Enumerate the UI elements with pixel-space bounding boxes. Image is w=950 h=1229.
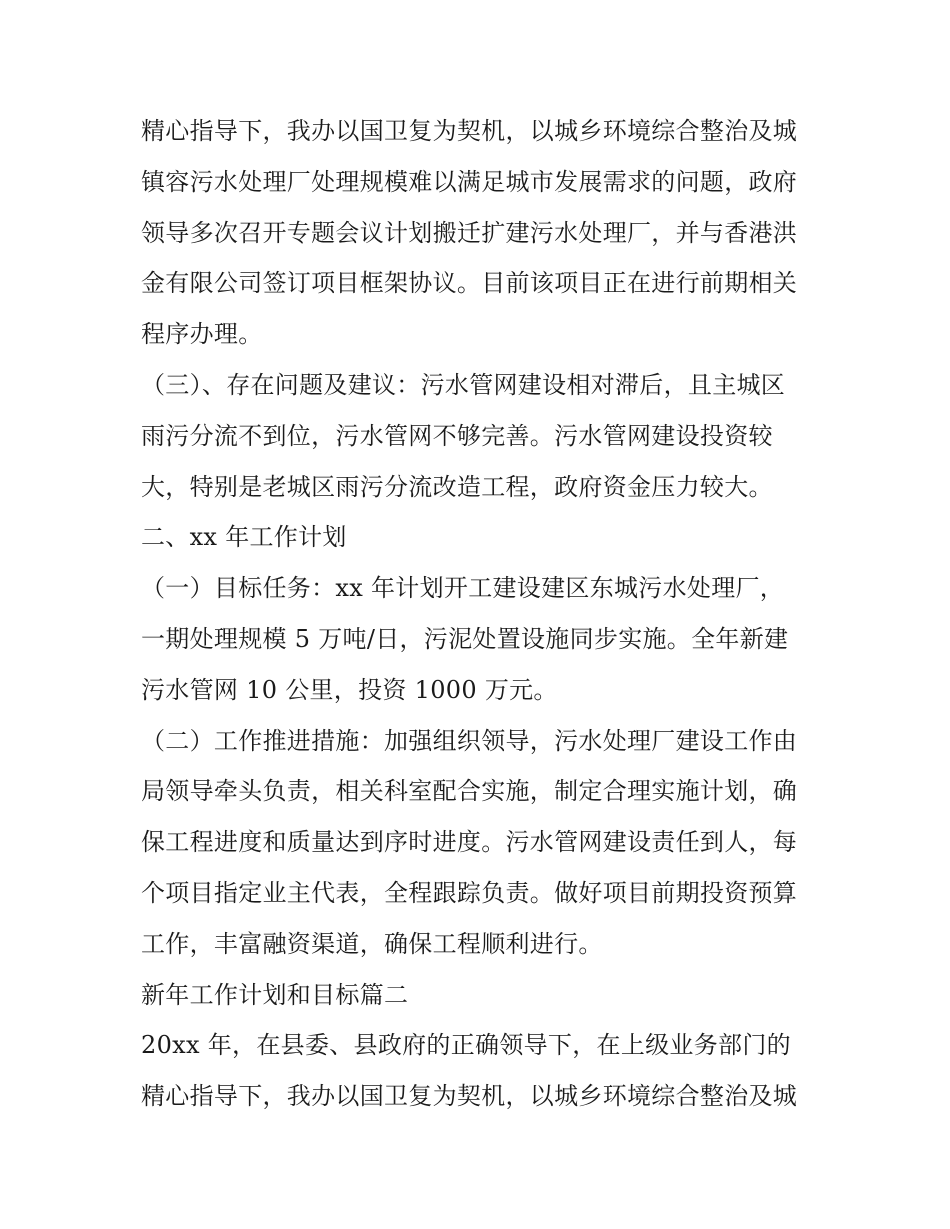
text-line: 雨污分流不到位，污水管网不够完善。污水管网建设投资较 <box>141 421 773 450</box>
section-heading: 新年工作计划和目标篇二 <box>141 980 409 1009</box>
text-line: 局领导牵头负责，相关科室配合实施，制定合理实施计划，确 <box>141 777 798 806</box>
text-line: 工作，丰富融资渠道，确保工程顺利进行。 <box>141 929 603 958</box>
text-line: 程序办理。 <box>141 320 263 349</box>
document-body <box>141 106 821 1122</box>
text-line: 保工程进度和质量达到序时进度。污水管网建设责任到人，每 <box>141 828 798 857</box>
text-line: 污水管网 10 公里，投资 1000 万元。 <box>141 675 558 704</box>
text-line: 大，特别是老城区雨污分流改造工程，政府资金压力较大。 <box>141 472 773 501</box>
text-line: 领导多次召开专题会议计划搬迁扩建污水处理厂，并与香港洪 <box>141 218 798 247</box>
text-line: 镇容污水处理厂处理规模难以满足城市发展需求的问题，政府 <box>141 167 798 196</box>
text-line: 一期处理规模 5 万吨/日，污泥处置设施同步实施。全年新建 <box>141 624 789 653</box>
text-line: （二）工作推进措施：加强组织领导，污水处理厂建设工作由 <box>141 726 798 755</box>
text-line: 20xx 年，在县委、县政府的正确领导下，在上级业务部门的 <box>141 1031 791 1060</box>
text-line: 个项目指定业主代表，全程跟踪负责。做好项目前期投资预算 <box>141 878 798 907</box>
text-line: 金有限公司签订项目框架协议。目前该项目正在进行前期相关 <box>141 269 798 298</box>
text-line: 精心指导下，我办以国卫复为契机，以城乡环境综合整治及城 <box>141 117 798 145</box>
section-heading: 二、xx 年工作计划 <box>141 523 347 552</box>
text-line: 精心指导下，我办以国卫复为契机，以城乡环境综合整治及城 <box>141 1082 798 1111</box>
text-line: （一）目标任务：xx 年计划开工建设建区东城污水处理厂， <box>141 574 785 603</box>
text-line: （三）、存在问题及建议：污水管网建设相对滞后，且主城区 <box>141 370 786 399</box>
